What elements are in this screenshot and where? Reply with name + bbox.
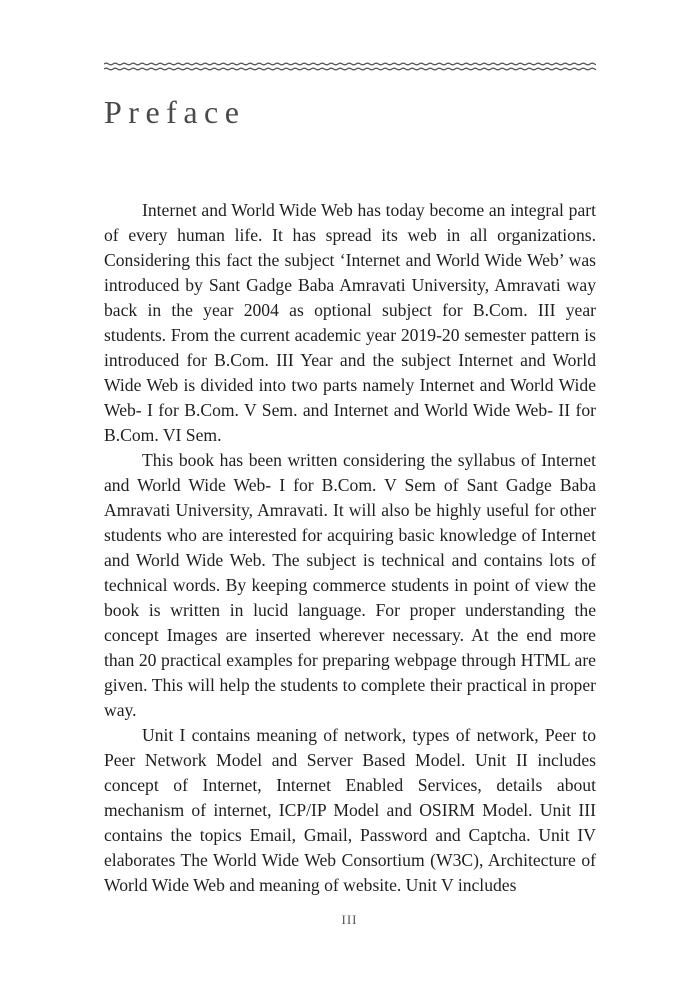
page-number: III	[341, 912, 358, 927]
preface-paragraph-2: This book has been written considering the syllabus of Internet and World Wide Web- I for B.Com. V Sem of Sant Gadge Baba Amravati University, Amravati. It will also be highly useful for other students who are interested for acquiring basic knowledge of Internet and World Wide Web. The subject is technical and contains lots of technical words. By keeping commerce students in point of view the book is written in lucid language. For proper understanding the concept Images are inserted wherever necessary. At the end more than 20 practical examples for preparing webpage through HTML are given. This will help the students to complete their practical in proper way.	[104, 450, 596, 720]
wavy-divider	[104, 60, 596, 74]
page-title: Preface	[104, 94, 246, 130]
preface-paragraph-1: Internet and World Wide Web has today become an integral part of every human life. It has spread its web in all organizations. Considering this fact the subject ‘Internet and World Wide Web’ was introduced by Sant Gadge Baba Amravati University, Amravati way back in the year 2004 as optional subject for B.Com. III year students. From the current academic year 2019-20 semester pattern is introduced for B.Com. III Year and the subject Internet and World Wide Web is divided into two parts namely Internet and World Wide Web- I for B.Com. V Sem. and Internet and World Wide Web- II for B.Com. VI Sem.	[104, 200, 596, 445]
preface-body	[104, 198, 596, 898]
preface-paragraph-3: Unit I contains meaning of network, types of network, Peer to Peer Network Model and Server Based Model. Unit II includes concept of Internet, Internet Enabled Services, details about mechanism of internet, ICP/IP Model and OSIRM Model. Unit III contains the topics Email, Gmail, Password and Captcha. Unit IV elaborates The World Wide Web Consortium (W3C), Architecture of World Wide Web and meaning of website. Unit V includes	[104, 725, 596, 895]
